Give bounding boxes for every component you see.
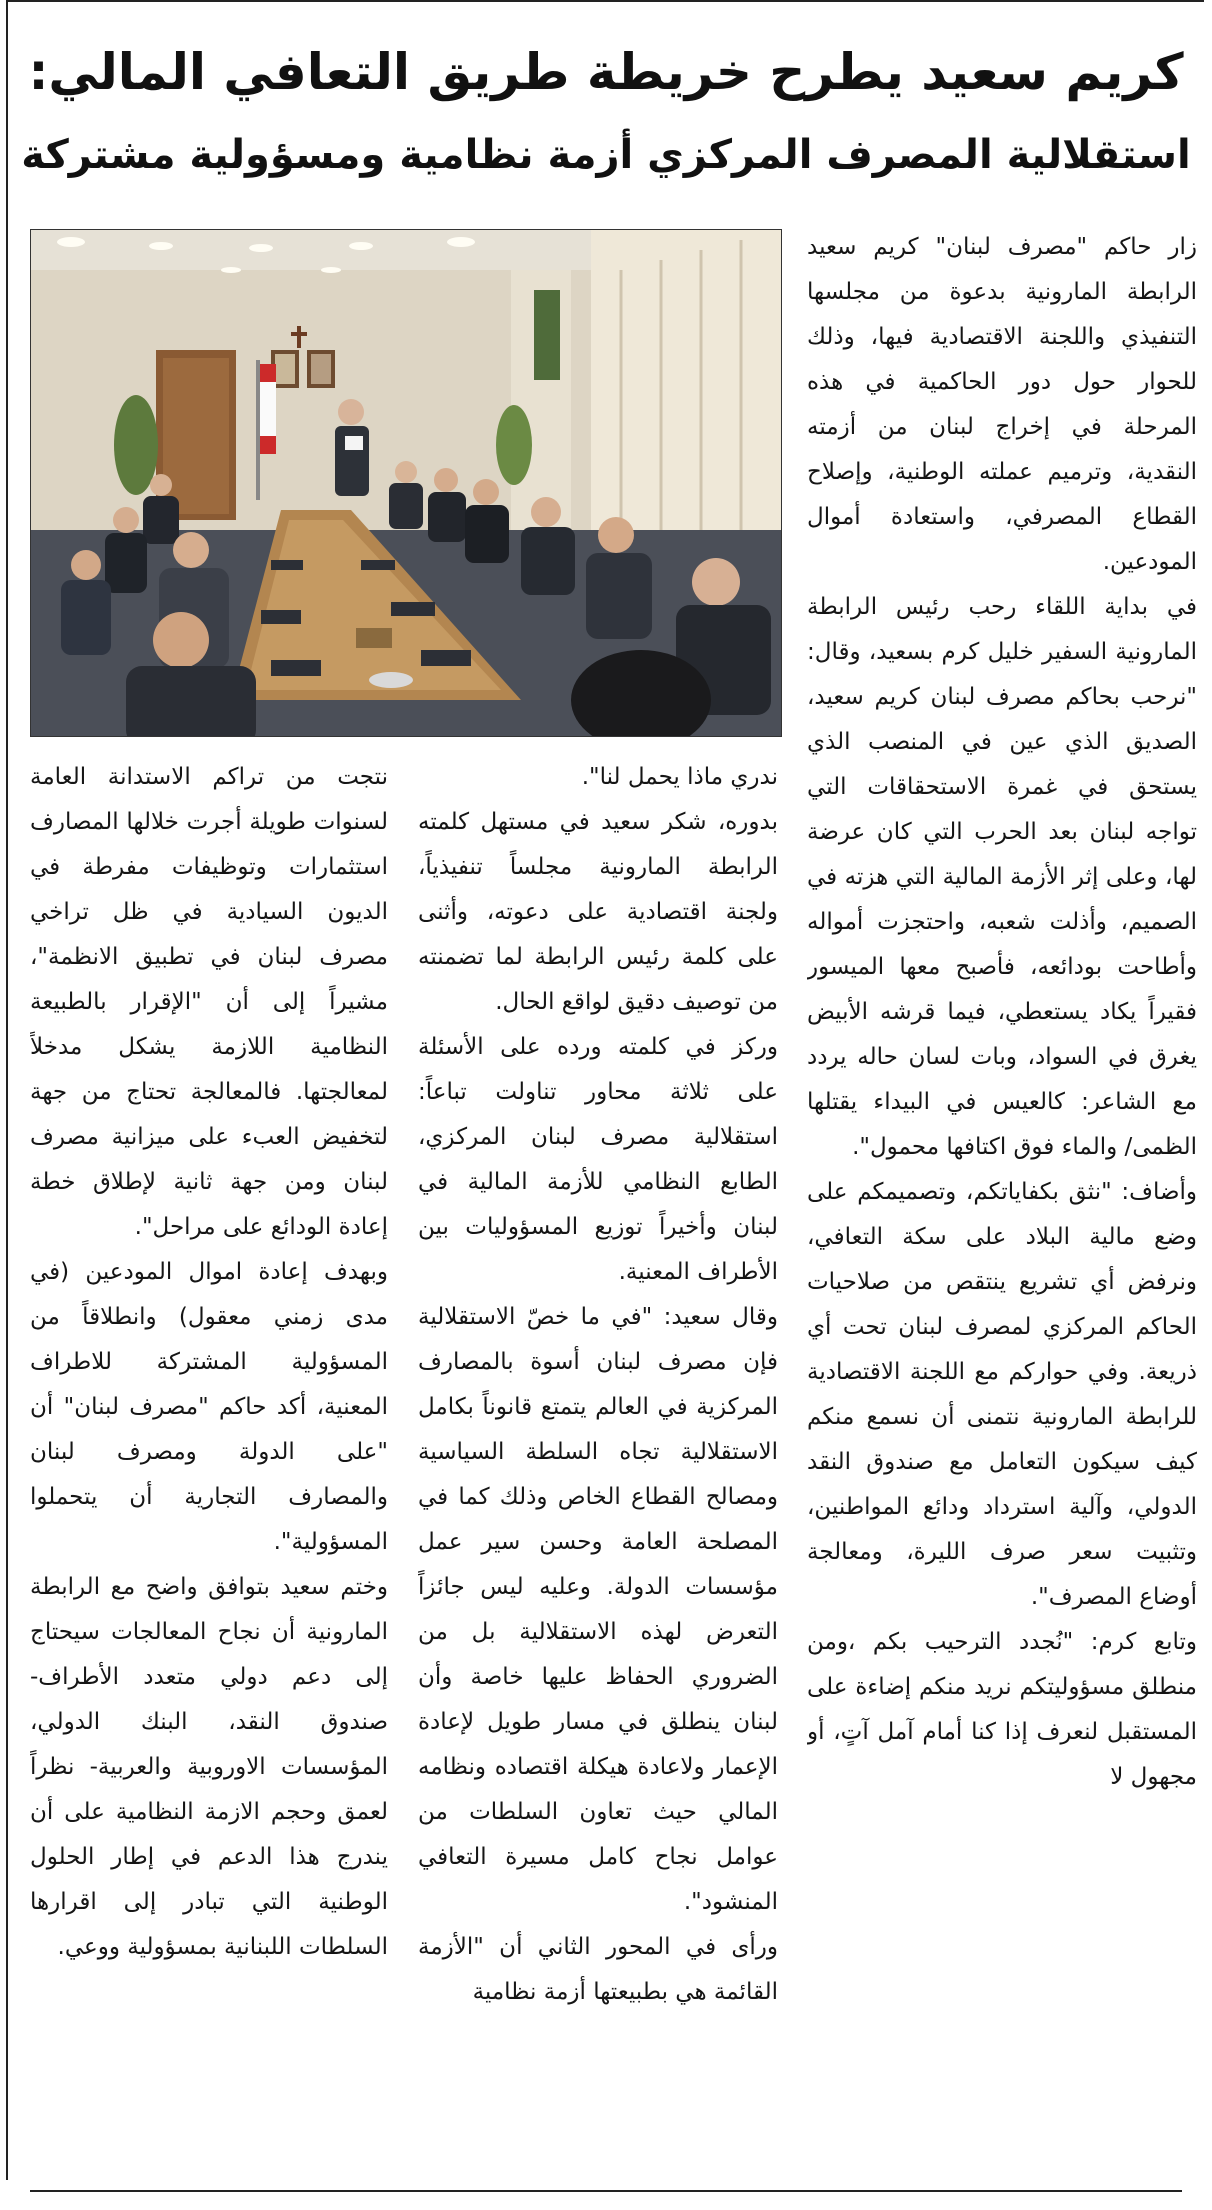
top-rule	[8, 0, 1204, 2]
paragraph: ندري ماذا يحمل لنا".	[581, 764, 778, 790]
paragraph: نتجت من تراكم الاستدانة العامة لسنوات طويلة أجرت خلالها المصارف استثمارات وتوظيفات مفرطة في الديون السيادية في ظل تراخي مصرف لبنان في تطبيق الانظمة"، مشيراً إلى أن "الإقرار بالطبيعة النظامية اللازمة يشكل مدخلاً لمعالجتها. فالمعالجة تحتاج من جهة لتخفيض العبء على ميزانية مصرف لبنان ومن جهة ثانية لإطلاق خطة إعادة الودائع على مراحل".	[30, 764, 388, 1240]
meeting-photo	[30, 229, 782, 737]
paragraph: وأضاف: "نثق بكفاياتكم، وتصميمكم على وضع مالية البلاد على سكة التعافي، ونرفض أي تشريع ينتقص من صلاحيات الحاكم المركزي لمصرف لبنان تحت أي ذريعة. وفي حواركم مع اللجنة الاقتصادية للرابطة المارونية نتمنى أن نسمع منكم كيف سيكون التعامل مع صندوق النقد الدولي، وآلية استرداد ودائع المواطنين، وتثبيت سعر صرف الليرة، ومعالجة أوضاع المصرف".	[807, 1179, 1197, 1610]
paragraph: في بداية اللقاء رحب رئيس الرابطة المارونية السفير خليل كرم بسعيد، وقال: "نرحب بحاكم مصرف لبنان كريم سعيد، الصديق الذي عين في المنصب الذي يستحق في غمرة الاستحقاقات التي تواجه لبنان بعد الحرب التي كان عرضة لها، وعلى إثر الأزمة المالية التي هزته في الصميم، وأذلت شعبه، واحتجزت أمواله وأطاحت بودائعه، فأصبح معها الميسور فقيراً يكاد يستعطي، فيما قرشه الأبيض يغرق في السواد، وبات لسان حاله يردد مع الشاعر: كالعيس في البيداء يقتلها الظمى/ والماء فوق اكتافها محمول".	[807, 594, 1197, 1160]
paragraph: بدوره، شكر سعيد في مستهل كلمته الرابطة المارونية مجلساً تنفيذياً، ولجنة اقتصادية على دعوته، وأثنى على كلمة رئيس الرابطة لما تضمنته من توصيف دقيق لواقع الحال.	[418, 809, 778, 1015]
left-column-rule	[6, 0, 8, 2180]
paragraph: وقال سعيد: "في ما خصّ الاستقلالية فإن مصرف لبنان أسوة بالمصارف المركزية في العالم يتمتع قانوناً بكامل الاستقلالية تجاه السلطة السياسية ومصالح القطاع الخاص وذلك كما في المصلحة العامة وحسن سير عمل مؤسسات الدولة. وعليه ليس جائزاً التعرض لهذه الاستقلالية بل من الضروري الحفاظ عليها خاصة وأن لبنان ينطلق في مسار طويل لإعادة الإعمار ولاعادة هيكلة اقتصاده ونظامه المالي حيث تعاون السلطات من عوامل نجاح كامل مسيرة التعافي المنشود".	[418, 1304, 778, 1915]
paragraph: وبهدف إعادة اموال المودعين (في مدى زمني معقول) وانطلاقاً من المسؤولية المشتركة للاطراف المعنية، أكد حاكم "مصرف لبنان" أن "على الدولة ومصرف لبنان والمصارف التجارية أن يتحملوا المسؤولية".	[30, 1259, 388, 1555]
bottom-rule	[30, 2190, 1182, 2192]
paragraph: وركز في كلمته ورده على الأسئلة على ثلاثة محاور تناولت تباعاً: استقلالية مصرف لبنان المركزي، الطابع النظامي للأزمة المالية في لبنان وأخيراً توزيع المسؤوليات بين الأطراف المعنية.	[418, 1034, 778, 1285]
paragraph: زار حاكم "مصرف لبنان" كريم سعيد الرابطة المارونية بدعوة من مجلسها التنفيذي واللجنة الاقتصادية فيها، وذلك للحوار حول دور الحاكمية في هذه المرحلة في إخراج لبنان من أزمته النقدية، وترميم عملته الوطنية، وإصلاح القطاع المصرفي، واستعادة أموال المودعين.	[807, 234, 1197, 575]
paragraph: ورأى في المحور الثاني أن "الأزمة القائمة هي بطبيعتها أزمة نظامية	[418, 1934, 778, 2005]
article-column-right	[807, 225, 1197, 2170]
meeting-photo-icon	[31, 230, 781, 736]
article-column-left	[30, 755, 388, 2170]
article-column-middle	[418, 755, 778, 2170]
paragraph: وتابع كرم: "نُجدد الترحيب بكم ،ومن منطلق مسؤوليتكم نريد منكم إضاءة على المستقبل لنعرف إذا كنا أمام آمل آتٍ، أو مجهول لا	[807, 1629, 1197, 1790]
headline-line-2: استقلالية المصرف المركزي أزمة نظامية ومسؤولية مشتركة	[21, 132, 1191, 178]
article-headline	[20, 30, 1192, 196]
headline-line-1: كريم سعيد يطرح خريطة طريق التعافي المالي:	[28, 43, 1184, 101]
paragraph: وختم سعيد بتوافق واضح مع الرابطة المارونية أن نجاح المعالجات سيحتاج إلى دعم دولي متعدد الأطراف- صندوق النقد، البنك الدولي، المؤسسات الاوروبية والعربية- نظراً لعمق وحجم الازمة النظامية على أن يندرج هذا الدعم في إطار الحلول الوطنية التي تبادر إلى اقرارها السلطات اللبنانية بمسؤولية ووعي.	[30, 1574, 388, 1960]
